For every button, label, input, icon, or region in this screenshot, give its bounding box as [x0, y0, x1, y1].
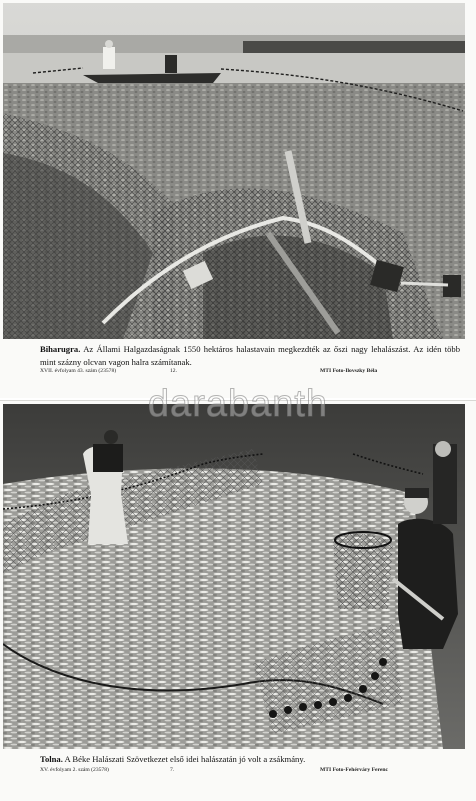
- caption-place: Biharugra.: [40, 344, 81, 354]
- print-meta-top: [40, 368, 460, 374]
- caption-place: Tolna.: [40, 754, 63, 764]
- fishing-photo-biharugra: [3, 3, 465, 339]
- caption-text: Az Állami Halgazdaságnak 1550 hektáros halastavain megkezdték az őszi nagy lehalászást. Az idén több mint százny olcvan vagon halra számítanak.: [40, 344, 460, 367]
- caption-bottom: [40, 753, 460, 766]
- page-number: 12.: [170, 368, 177, 374]
- photo-print-bottom: [0, 400, 476, 801]
- page-number: 7.: [170, 767, 175, 773]
- photo-credit: MTI Foto-Ilovszky Béla: [320, 368, 378, 374]
- photo-print-top: [0, 0, 476, 398]
- issue-number: XVII. évfolyam 43. szám (23578): [40, 368, 117, 374]
- caption-top: [40, 343, 460, 368]
- caption-text: A Béke Halászati Szövetkezet első idei halászatán jó volt a zsákmány.: [62, 754, 306, 764]
- photo-credit: MTI Foto-Fehérváry Ferenc: [320, 767, 388, 773]
- fishing-photo-tolna: [3, 404, 465, 749]
- watermark: darabanth: [147, 383, 329, 425]
- print-meta-bottom: [40, 767, 460, 773]
- issue-number: XV. évfolyam 2. szám (23578): [40, 767, 109, 773]
